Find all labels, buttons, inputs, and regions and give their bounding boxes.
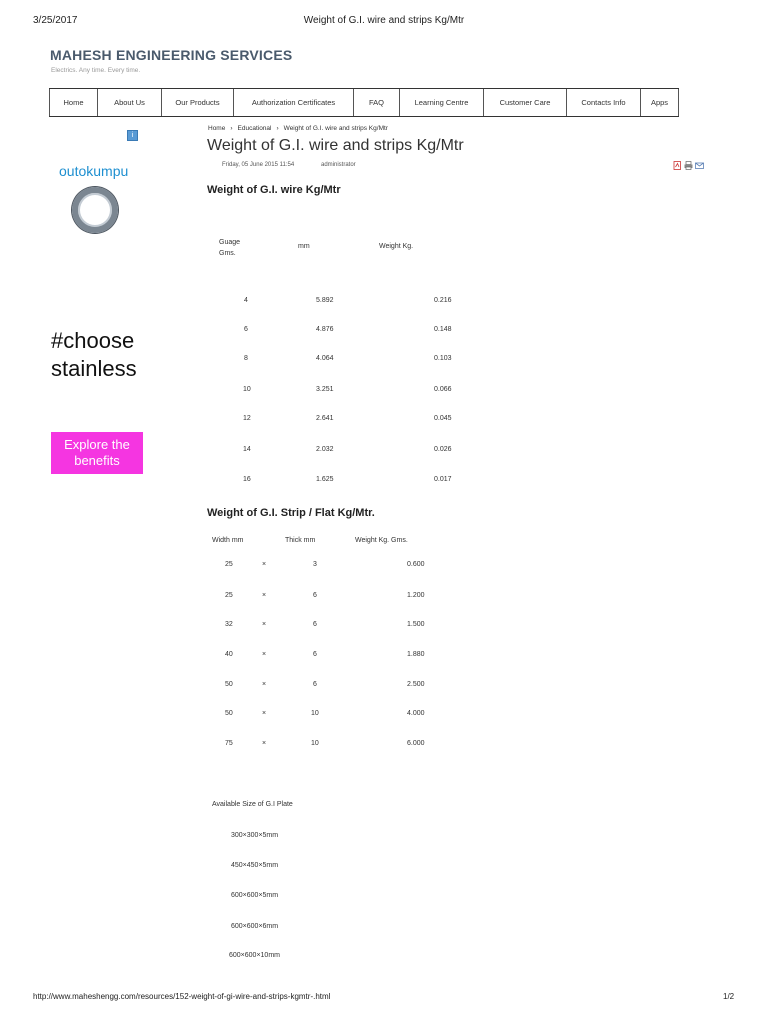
ad-button-line-2: benefits: [74, 453, 120, 468]
nav-our-products[interactable]: Our Products: [161, 89, 233, 116]
wire-cell-gauge: 10: [243, 386, 251, 393]
strip-cell-weight: 1.500: [407, 621, 425, 628]
strip-cell-thick: 6: [313, 651, 317, 658]
strip-cell-weight: 6.000: [407, 740, 425, 747]
plate-sizes-label: Available Size of G.I Plate: [212, 801, 293, 808]
wire-cell-weight: 0.148: [434, 326, 452, 333]
wire-cell-mm: 5.892: [316, 297, 334, 304]
strip-heading: Weight of G.I. Strip / Flat Kg/Mtr.: [207, 507, 375, 519]
breadcrumb-home[interactable]: Home: [208, 125, 226, 132]
plate-size-item: 300×300×5mm: [231, 832, 279, 839]
print-icon[interactable]: [684, 161, 693, 170]
strip-header-thick: Thick mm: [285, 537, 316, 544]
strip-header-weight: Weight Kg. Gms.: [355, 537, 408, 544]
strip-section-heading: [207, 507, 375, 519]
pdf-icon[interactable]: [673, 161, 682, 170]
strip-cell-width: 25: [225, 561, 233, 568]
strip-cell-thick: 10: [311, 740, 319, 747]
breadcrumb-separator: ›: [276, 125, 279, 132]
wire-header-guage: Guage Gms.: [219, 239, 241, 257]
ad-brand-logo[interactable]: outokumpu: [59, 163, 129, 179]
wire-cell-weight: 0.045: [434, 415, 452, 422]
nav-customer-care[interactable]: Customer Care: [483, 89, 566, 116]
wire-cell-gauge: 16: [243, 476, 251, 483]
wire-cell-gauge: 12: [243, 415, 251, 422]
breadcrumb: [208, 125, 388, 132]
nav-learning-centre[interactable]: Learning Centre: [399, 89, 483, 116]
strip-times: ×: [262, 592, 267, 599]
breadcrumb-separator: ›: [230, 125, 233, 132]
article-date: Friday, 05 June 2015 11:54: [222, 162, 295, 168]
wire-cell-weight: 0.103: [434, 355, 452, 362]
nav-authorization-certificates[interactable]: Authorization Certificates: [233, 89, 353, 116]
ad-button-line-1: Explore the: [64, 437, 130, 452]
wire-cell-mm: 4.064: [316, 355, 334, 362]
ad-headline-line-1: #choose: [51, 328, 135, 353]
wire-cell-gauge: 14: [243, 446, 251, 453]
article-author: administrator: [321, 162, 356, 168]
ad-headline[interactable]: [51, 327, 137, 383]
breadcrumb-educational[interactable]: Educational: [237, 125, 272, 132]
strip-cell-width: 40: [225, 651, 233, 658]
strip-cell-weight: 0.600: [407, 561, 425, 568]
strip-cell-weight: 2.500: [407, 681, 425, 688]
strip-cell-weight: 4.000: [407, 710, 425, 717]
strip-cell-width: 25: [225, 592, 233, 599]
nav-home[interactable]: Home: [49, 89, 97, 116]
wire-cell-mm: 3.251: [316, 386, 334, 393]
nav-about-us[interactable]: About Us: [97, 89, 161, 116]
wire-header-mm: mm: [298, 243, 310, 250]
breadcrumb-current: Weight of G.I. wire and strips Kg/Mtr: [283, 125, 388, 132]
article-tools: [673, 161, 704, 170]
wire-cell-mm: 1.625: [316, 476, 334, 483]
strip-cell-thick: 6: [313, 681, 317, 688]
page-title: Weight of G.I. wire and strips Kg/Mtr: [207, 137, 464, 154]
strip-cell-width: 75: [225, 740, 233, 747]
print-date: 3/25/2017: [33, 15, 78, 26]
main-nav: [49, 88, 679, 117]
plate-size-item: 600×600×10mm: [229, 952, 280, 959]
strip-cell-weight: 1.880: [407, 651, 425, 658]
strip-cell-width: 32: [225, 621, 233, 628]
strip-times: ×: [262, 681, 267, 688]
plate-size-item: 600×600×6mm: [231, 923, 279, 930]
strip-cell-thick: 10: [311, 710, 319, 717]
strip-times: ×: [262, 621, 267, 628]
ad-info-icon[interactable]: i: [127, 130, 138, 141]
site-title[interactable]: MAHESH ENGINEERING SERVICES: [50, 47, 293, 63]
strip-times: ×: [262, 561, 267, 568]
ring-icon: [72, 187, 118, 233]
strip-cell-weight: 1.200: [407, 592, 425, 599]
wire-cell-weight: 0.066: [434, 386, 452, 393]
wire-cell-weight: 0.026: [434, 446, 452, 453]
nav-contacts-info[interactable]: Contacts Info: [566, 89, 640, 116]
wire-cell-mm: 2.032: [316, 446, 334, 453]
strip-cell-width: 50: [225, 681, 233, 688]
nav-apps[interactable]: Apps: [640, 89, 679, 116]
wire-cell-mm: 4.876: [316, 326, 334, 333]
strip-cell-width: 50: [225, 710, 233, 717]
strip-cell-thick: 3: [313, 561, 317, 568]
ad-headline-line-2: stainless: [51, 356, 137, 381]
wire-cell-weight: 0.216: [434, 297, 452, 304]
strip-cell-thick: 6: [313, 621, 317, 628]
wire-cell-gauge: 4: [244, 297, 248, 304]
strip-times: ×: [262, 651, 267, 658]
strip-times: ×: [262, 740, 267, 747]
wire-cell-gauge: 8: [244, 355, 248, 362]
wire-header-weight: Weight Kg.: [379, 243, 414, 250]
wire-cell-gauge: 6: [244, 326, 248, 333]
strip-header-width: Width mm: [212, 537, 244, 544]
print-footer-page: 1/2: [723, 992, 735, 1001]
wire-section-heading: [207, 184, 341, 196]
print-footer-url: http://www.maheshengg.com/resources/152-weight-of-gi-wire-and-strips-kgmtr-.html: [33, 992, 331, 1001]
plate-size-item: 450×450×5mm: [231, 862, 279, 869]
site-tagline: Electrics. Any time. Every time.: [51, 67, 141, 74]
plate-size-item: 600×600×5mm: [231, 892, 279, 899]
wire-cell-weight: 0.017: [434, 476, 452, 483]
ad-explore-button[interactable]: [51, 432, 143, 474]
wire-cell-mm: 2.641: [316, 415, 334, 422]
nav-faq[interactable]: FAQ: [353, 89, 399, 116]
wire-heading: Weight of G.I. wire Kg/Mtr: [207, 184, 341, 196]
email-icon[interactable]: [695, 161, 704, 170]
strip-times: ×: [262, 710, 267, 717]
print-title: Weight of G.I. wire and strips Kg/Mtr: [303, 15, 465, 26]
strip-cell-thick: 6: [313, 592, 317, 599]
